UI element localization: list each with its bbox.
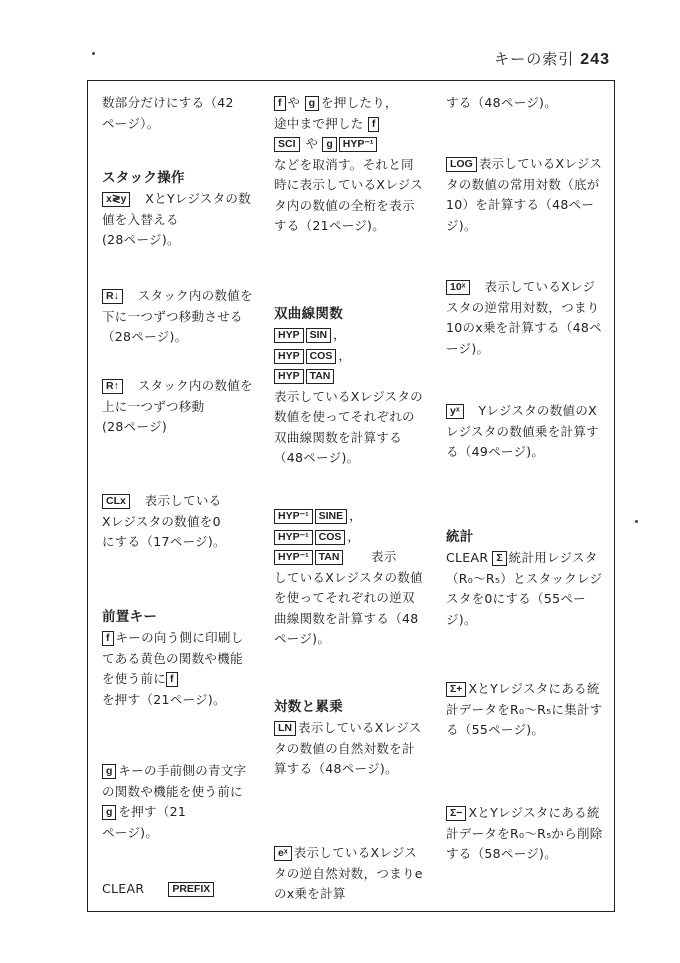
entry-text: などを取消す。それと同時に表示しているXレジスタ内の数値の全桁を表示する（21ページ)。: [274, 156, 423, 233]
section-heading-stack: スタック操作: [102, 170, 185, 186]
entry-text: する（48ページ)。: [446, 95, 558, 110]
entry-fraction: [102, 93, 254, 134]
entry-text: 表示 しているXレジスタの数値を使ってそれぞれの逆双曲線関数を計算する（48ページ)。: [274, 549, 423, 646]
entry-y-power-x: [446, 401, 604, 463]
key-e-power-x: eˣ: [274, 846, 292, 861]
key-tan: TAN: [315, 550, 344, 565]
key-hyp-inverse: HYP⁻¹: [274, 530, 313, 545]
key-log: LOG: [446, 157, 477, 172]
column-1: [102, 81, 254, 911]
key-index-table: [87, 80, 615, 912]
key-prefix: PREFIX: [168, 882, 214, 897]
key-f: f: [368, 117, 380, 132]
entry-text: を押す（21 ページ)。: [102, 804, 187, 840]
speck-mark: [635, 520, 638, 523]
section-heading-prefix: 前置キー: [102, 609, 158, 625]
key-roll-up: R↑: [102, 379, 123, 394]
entry-prefix-g: [102, 761, 254, 843]
key-hyp-inverse: HYP⁻¹: [339, 137, 378, 152]
section-heading-statistics: 統計: [446, 529, 474, 545]
key-f: f: [274, 96, 286, 111]
entry-text: ，: [347, 528, 361, 544]
page-number: 243: [580, 51, 610, 68]
entry-roll-up: [102, 376, 254, 438]
key-10-power-x: 10ˣ: [446, 280, 470, 295]
entry-text: ，: [333, 327, 346, 342]
key-cos: COS: [315, 530, 346, 545]
key-sigma: Σ: [492, 551, 506, 566]
key-hyp-inverse: HYP⁻¹: [274, 550, 313, 565]
entry-text: キーの手前側の青文字の関数や機能を使う前に: [102, 763, 247, 799]
entry-prefix-cancel: [274, 93, 426, 237]
key-f: f: [102, 631, 114, 646]
column-2: [274, 81, 426, 911]
key-hyp: HYP: [274, 369, 304, 384]
key-sci: SCI: [274, 137, 300, 152]
entry-natural-log: [274, 696, 426, 780]
entry-text: XとYレジスタの数値を入替える: [102, 191, 251, 227]
key-sine: SINE: [315, 509, 348, 524]
entry-text: 統計用レジスタ（R₀〜R₅）とスタックレジスタを0にする（55ページ)。: [446, 550, 603, 627]
key-y-power-x: yˣ: [446, 404, 464, 419]
speck-mark: [92, 52, 95, 55]
page-header: [494, 48, 610, 69]
entry-clear-x: [102, 491, 254, 553]
entry-text: ，: [349, 508, 362, 523]
entry-inverse-hyperbolic: [274, 506, 426, 650]
key-g: g: [102, 764, 116, 779]
entry-text: ，: [338, 347, 352, 363]
entry-text: キーの向う側に印刷してある黄色の関数や機能を使う前に: [102, 630, 244, 686]
key-tan: TAN: [306, 369, 335, 384]
entry-sigma-plus: [446, 679, 604, 741]
entry-text: を押したり， 途中まで押した: [274, 95, 398, 131]
column-3: [446, 81, 604, 911]
entry-text: を押す（21ページ)。: [102, 691, 226, 707]
entry-clear-stats: [446, 526, 604, 630]
key-cos: COS: [306, 349, 337, 364]
entry-text: や: [305, 136, 319, 151]
entry-exp: [274, 843, 426, 905]
key-roll-down: R↓: [102, 289, 123, 304]
entry-text: Yレジスタの数値のXレジスタの数値乗を計算する（49ページ)。: [446, 403, 599, 459]
entry-text: スタック内の数値を上に一つずつ移動 (28ページ): [102, 378, 253, 434]
key-ln: LN: [274, 721, 296, 736]
entry-text: 表示しているXレジスタの数値を使ってそれぞれの双曲線関数を計算する（48ページ)。: [274, 388, 423, 465]
header-title: キーの索引: [494, 50, 575, 68]
key-hyp: HYP: [274, 349, 304, 364]
entry-stack-swap: [102, 167, 254, 251]
key-x-swap-y: x≷y: [102, 192, 130, 207]
entry-ten-power-x: [446, 277, 604, 359]
clear-label: CLEAR: [102, 881, 145, 896]
key-clx: CLx: [102, 494, 130, 509]
clear-label: CLEAR: [446, 550, 489, 565]
key-g: g: [322, 137, 336, 152]
entry-clear-prefix: [102, 879, 254, 900]
entry-prefix-f: [102, 606, 254, 710]
key-g: g: [305, 96, 319, 111]
key-sigma-plus: Σ+: [446, 682, 466, 697]
section-heading-hyperbolic: 双曲線関数: [274, 306, 343, 322]
entry-text: 表示している Xレジスタの数値を0 にする（17ページ)。: [102, 493, 226, 549]
entry-text: XとYレジスタにある統計データをR₀〜R₅から削除する（58ページ)。: [446, 805, 603, 861]
key-f: f: [166, 672, 178, 687]
entry-text: (28ページ)。: [102, 232, 180, 247]
entry-text: 表示しているXレジスタの逆自然対数，つまりeのx乗を計算: [274, 845, 423, 901]
key-sigma-minus: Σ−: [446, 806, 466, 821]
entry-roll-down: [102, 286, 254, 348]
entry-text: や: [287, 95, 301, 110]
entry-text: 表示しているXレジスタの数値の自然対数を計算する（48ページ)。: [274, 720, 422, 776]
entry-text: 表示しているXレジスタの数値の常用対数（底が10）を計算する（48ページ)。: [446, 156, 603, 233]
entry-continued: [446, 93, 604, 114]
entry-log: [446, 154, 604, 236]
section-heading-logarithm: 対数と累乗: [274, 699, 343, 715]
entry-sigma-minus: [446, 803, 604, 865]
entry-text: 表示しているXレジスタの逆常用対数，つまり10のx乗を計算する（48ページ)。: [446, 279, 602, 356]
key-hyp-inverse: HYP⁻¹: [274, 509, 313, 524]
entry-text: XとYレジスタにある統計データをR₀〜R₅に集計する（55ページ)。: [446, 681, 603, 737]
key-g: g: [102, 805, 116, 820]
key-hyp: HYP: [274, 328, 304, 343]
key-sin: SIN: [306, 328, 332, 343]
entry-text: スタック内の数値を下に一つずつ移動させる（28ページ)。: [102, 288, 253, 344]
entry-text: 数部分だけにする（42 ページ）。: [102, 95, 234, 131]
entry-hyperbolic: [274, 303, 426, 469]
